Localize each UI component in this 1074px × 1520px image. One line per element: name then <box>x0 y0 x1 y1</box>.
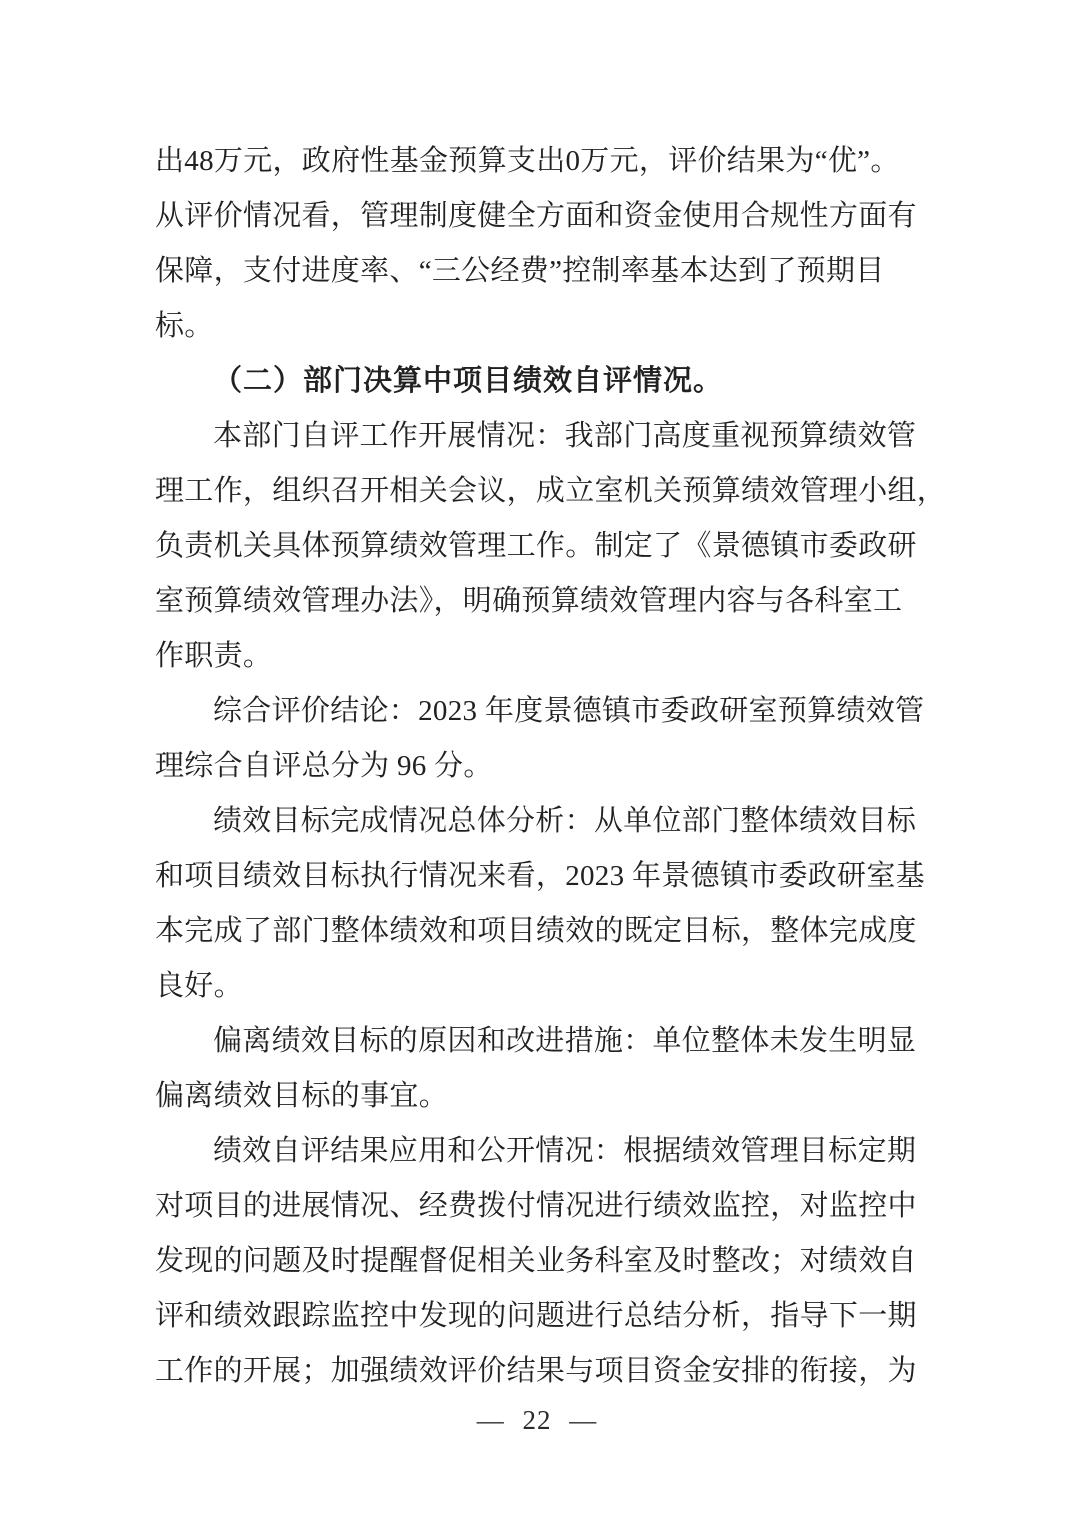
text-line: 偏离绩效目标的事宜。 <box>155 1080 449 1112</box>
text-line: 综合评价结论：2023 年度景德镇市委政研室预算绩效管 <box>213 695 925 727</box>
text-line: 工作的开展；加强绩效评价结果与项目资金安排的衔接，为 <box>155 1355 917 1387</box>
text-line: 本部门自评工作开展情况：我部门高度重视预算绩效管 <box>213 420 917 452</box>
page-number-footer: — 22 — <box>476 1405 598 1435</box>
text-line: 和项目绩效目标执行情况来看，2023 年景德镇市委政研室基 <box>155 860 925 892</box>
text-line: 保障，支付进度率、“三公经费”控制率基本达到了预期目 <box>155 255 885 287</box>
text-line: 标。 <box>155 310 214 342</box>
text-line: 评和绩效跟踪监控中发现的问题进行总结分析，指导下一期 <box>155 1300 917 1332</box>
text-line: 理综合自评总分为 96 分。 <box>155 750 493 782</box>
text-line: 负责机关具体预算绩效管理工作。制定了《景德镇市委政研 <box>155 530 917 562</box>
text-line: 对项目的进展情况、经费拨付情况进行绩效监控，对监控中 <box>155 1190 917 1222</box>
text-line: 偏离绩效目标的原因和改进措施：单位整体未发生明显 <box>213 1025 917 1057</box>
text-line: 本完成了部门整体绩效和项目绩效的既定目标，整体完成度 <box>155 915 917 947</box>
text-line: 绩效自评结果应用和公开情况：根据绩效管理目标定期 <box>213 1135 917 1167</box>
text-line: 理工作，组织召开相关会议，成立室机关预算绩效管理小组， <box>155 475 947 507</box>
text-line: 发现的问题及时提醒督促相关业务科室及时整改；对绩效自 <box>155 1245 917 1277</box>
text-line: 出48万元，政府性基金预算支出0万元，评价结果为“优”。 <box>155 145 900 177</box>
text-line: 室预算绩效管理办法》，明确预算绩效管理内容与各科室工 <box>155 585 903 617</box>
text-line: 作职责。 <box>155 640 273 672</box>
text-line: 从评价情况看，管理制度健全方面和资金使用合规性方面有 <box>155 200 917 232</box>
text-line: 绩效目标完成情况总体分析：从单位部门整体绩效目标 <box>213 805 917 837</box>
section-heading: （二）部门决算中项目绩效自评情况。 <box>213 365 724 397</box>
text-line: 良好。 <box>155 970 243 1002</box>
page-body <box>155 134 947 1399</box>
